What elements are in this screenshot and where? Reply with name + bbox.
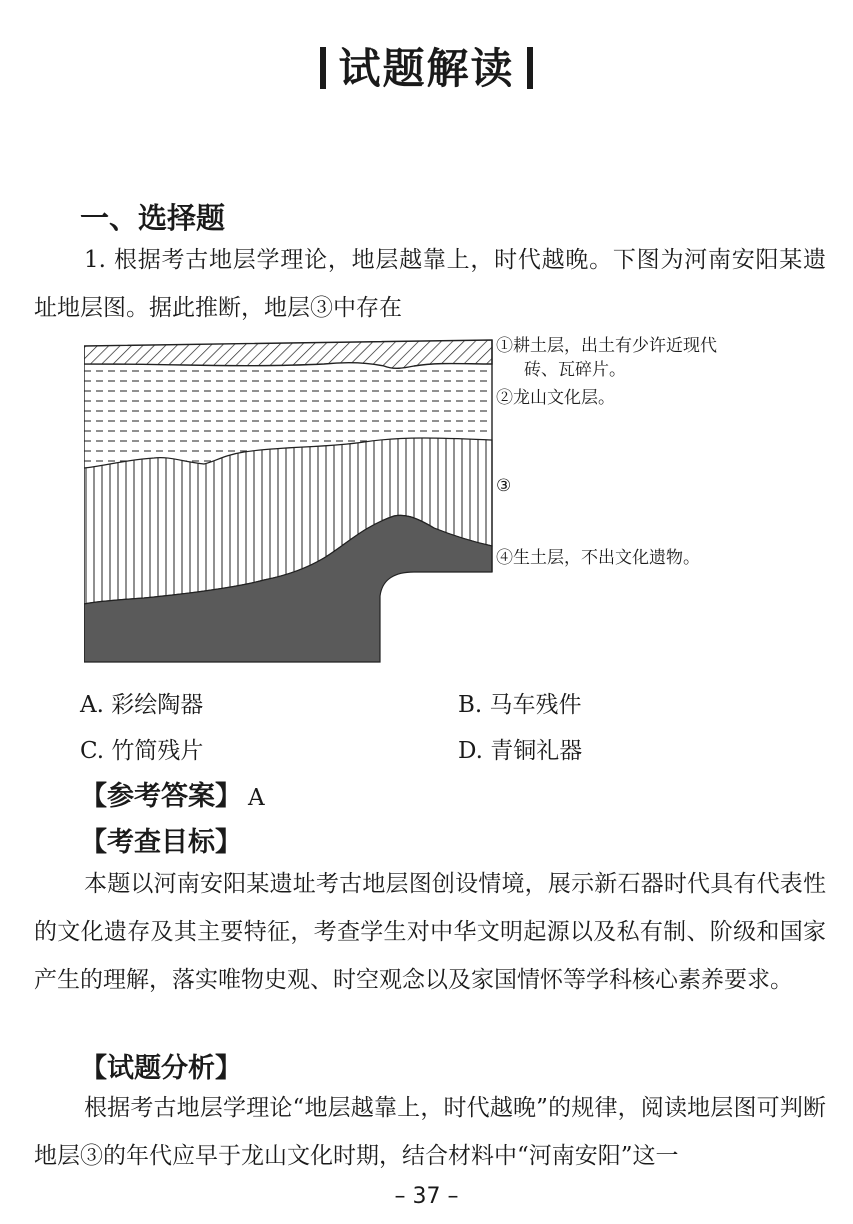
answer-value: A (248, 785, 265, 811)
option-a: A. 彩绘陶器 (80, 692, 204, 718)
objective-heading: 【考查目标】 (80, 827, 242, 858)
legend-layer2: ②龙山文化层。 (496, 388, 615, 408)
title-bar-right (527, 47, 533, 89)
legend-layer1-line1: ①耕土层，出土有少许近现代 (496, 336, 717, 356)
page-number: – 37 – (394, 1184, 459, 1209)
page-title (0, 36, 853, 96)
objective-text: 本题以河南安阳某遗址考古地层图创设情境，展示新石器时代具有代表性的文化遗存及其主要特征，考查学生对中华文明起源以及私有制、阶级和国家产生的理解，落实唯物史观、时空观念以及家国情怀等学科核心素养要求。 (34, 871, 826, 993)
analysis-text: 根据考古地层学理论“地层越靠上，时代越晚”的规律，阅读地层图可判断地层③的年代应早于龙山文化时期，结合材料中“河南安阳”这一 (34, 1095, 826, 1169)
option-c: C. 竹简残片 (80, 738, 204, 764)
option-b: B. 马车残件 (458, 692, 582, 718)
question-text: 1. 根据考古地层学理论，地层越靠上，时代越晚。下图为河南安阳某遗址地层图。据此推断，地层③中存在 (34, 247, 826, 321)
answer-heading (80, 774, 265, 813)
legend-layer3: ③ (496, 476, 512, 496)
answer-label: 【参考答案】 (80, 781, 242, 812)
page-title-text: 试题解读 (338, 44, 515, 93)
legend-layer1-line2: 砖、瓦碎片。 (524, 360, 626, 380)
option-d: D. 青铜礼器 (458, 738, 583, 764)
analysis-heading: 【试题分析】 (80, 1053, 242, 1084)
stratigraphy-figure (84, 336, 804, 668)
layer-1-plough-soil (84, 340, 492, 368)
legend-layer4: ④生土层，不出文化遗物。 (496, 548, 700, 568)
section-heading: 一、选择题 (80, 201, 226, 235)
title-bar-left (320, 47, 326, 89)
stratigraphy-diagram (84, 336, 494, 668)
